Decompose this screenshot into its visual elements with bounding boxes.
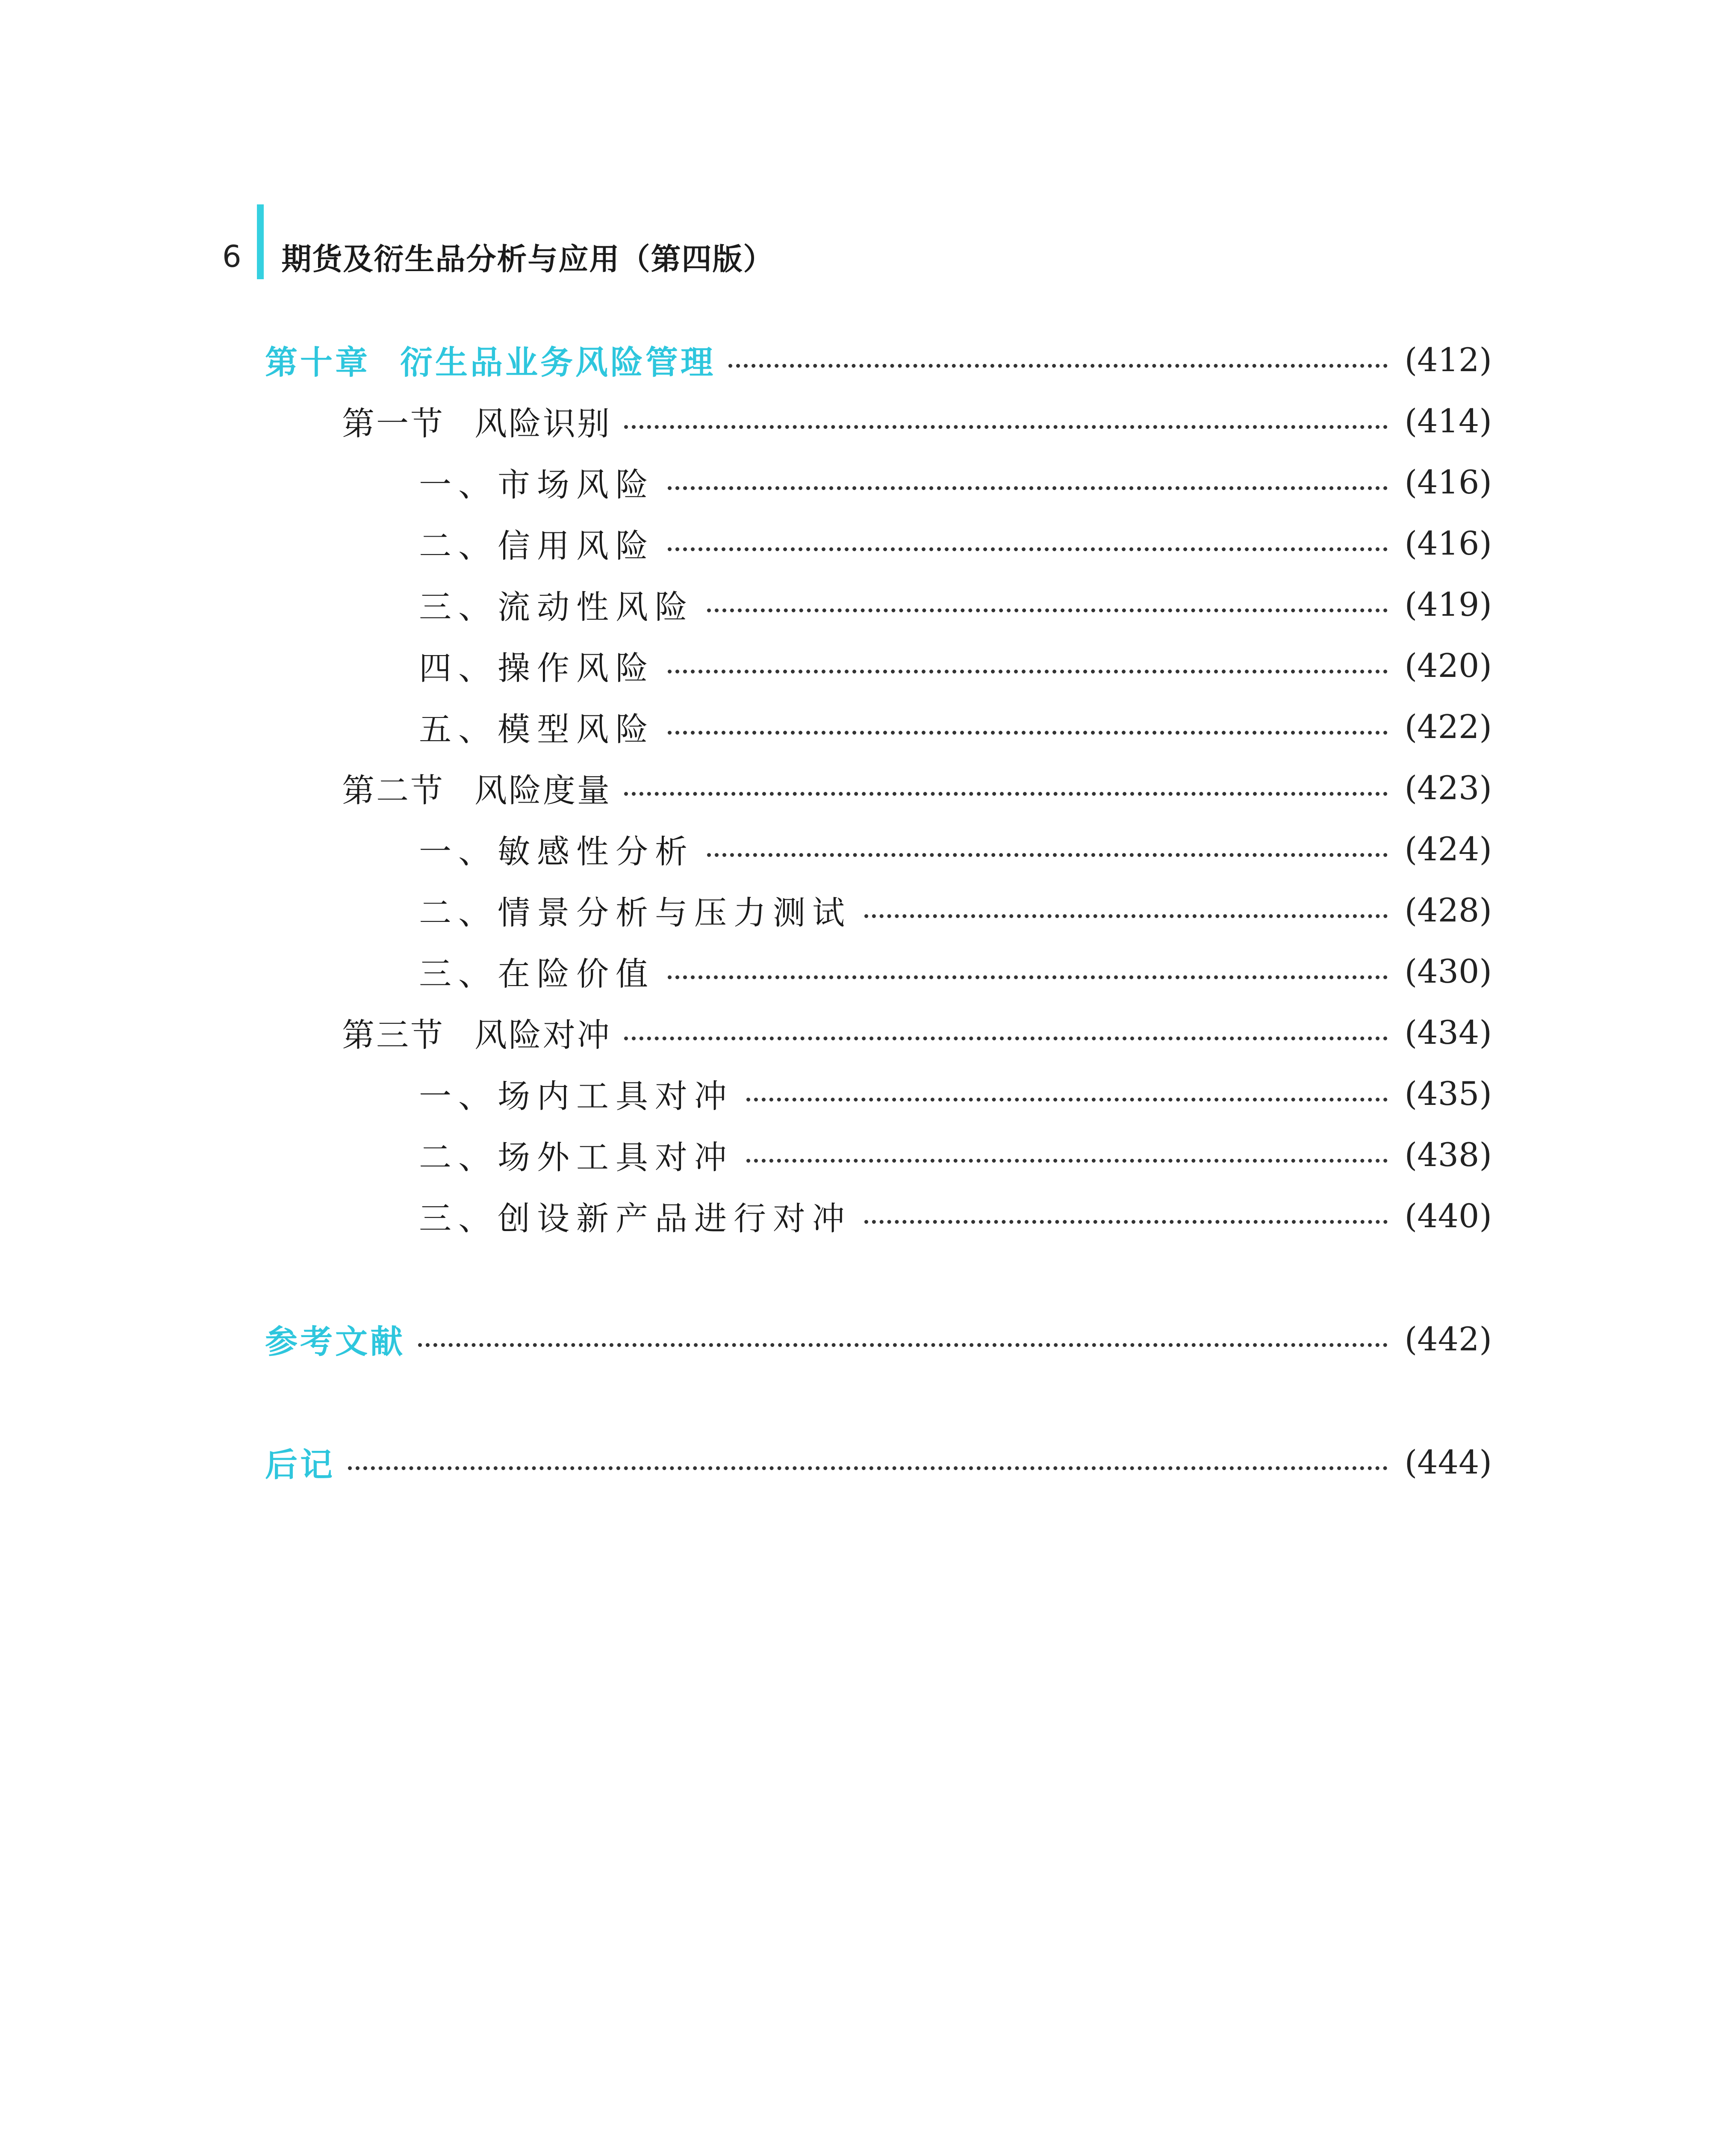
dot-leader bbox=[418, 1343, 1388, 1347]
toc-entry-label: 一、敏感性分析 bbox=[419, 833, 694, 871]
toc-item[interactable] bbox=[265, 941, 1492, 1002]
toc-page-number: (414) bbox=[1404, 402, 1492, 440]
running-header bbox=[222, 201, 774, 282]
dot-leader bbox=[746, 1098, 1388, 1101]
toc-section-1[interactable] bbox=[265, 390, 1492, 452]
toc-entry-label: 三、流动性风险 bbox=[419, 588, 694, 626]
dot-leader bbox=[668, 731, 1388, 735]
header-accent-bar bbox=[257, 204, 264, 279]
section-title: 风险识别 bbox=[475, 405, 611, 443]
toc-chapter-10[interactable] bbox=[265, 329, 1492, 390]
toc-section-2[interactable] bbox=[265, 757, 1492, 818]
section-title: 风险对冲 bbox=[475, 1016, 611, 1054]
spacer bbox=[265, 1370, 1492, 1432]
dot-leader bbox=[864, 1220, 1388, 1224]
toc-page-number: (423) bbox=[1404, 769, 1492, 807]
toc-entry-label: 五、模型风险 bbox=[419, 710, 655, 748]
dot-leader bbox=[624, 425, 1388, 429]
dot-leader bbox=[668, 975, 1388, 979]
dot-leader bbox=[668, 547, 1388, 551]
toc-item[interactable] bbox=[265, 513, 1492, 574]
chapter-number: 第十章 bbox=[265, 343, 370, 381]
toc-page-number: (412) bbox=[1404, 341, 1492, 379]
toc-item[interactable] bbox=[265, 818, 1492, 880]
toc-page-number: (434) bbox=[1404, 1013, 1492, 1051]
toc-page-number: (416) bbox=[1404, 463, 1492, 501]
dot-leader bbox=[624, 792, 1388, 796]
toc-page-number: (428) bbox=[1404, 891, 1492, 929]
toc-section-3[interactable] bbox=[265, 1002, 1492, 1063]
toc-afterword[interactable] bbox=[265, 1432, 1492, 1493]
spacer bbox=[265, 1246, 1492, 1308]
toc-entry-label: 一、市场风险 bbox=[419, 466, 655, 504]
dot-leader bbox=[668, 670, 1388, 673]
toc-page-number: (435) bbox=[1404, 1075, 1492, 1113]
page-number: 6 bbox=[222, 239, 242, 274]
toc-references[interactable] bbox=[265, 1308, 1492, 1370]
toc-entry-label: 四、操作风险 bbox=[419, 649, 655, 687]
book-title: 期货及衍生品分析与应用（第四版） bbox=[281, 241, 774, 277]
toc-item[interactable] bbox=[265, 635, 1492, 696]
dot-leader bbox=[728, 364, 1388, 368]
toc-page-number: (442) bbox=[1404, 1320, 1492, 1358]
table-of-contents bbox=[265, 329, 1492, 1493]
toc-page-number: (430) bbox=[1404, 952, 1492, 990]
toc-page-number: (422) bbox=[1404, 708, 1492, 746]
toc-item[interactable] bbox=[265, 1124, 1492, 1185]
section-number: 第二节 bbox=[342, 771, 445, 809]
toc-page-number: (424) bbox=[1404, 830, 1492, 868]
toc-page-number: (444) bbox=[1404, 1443, 1492, 1481]
toc-item[interactable] bbox=[265, 1185, 1492, 1246]
toc-entry-label: 参考文献 bbox=[265, 1323, 405, 1361]
toc-entry-label: 二、信用风险 bbox=[419, 527, 655, 565]
dot-leader bbox=[707, 608, 1388, 612]
dot-leader bbox=[707, 853, 1388, 857]
dot-leader bbox=[348, 1466, 1388, 1470]
toc-page-number: (416) bbox=[1404, 524, 1492, 562]
toc-entry-label: 二、情景分析与压力测试 bbox=[419, 894, 852, 932]
toc-page-number: (440) bbox=[1404, 1197, 1492, 1235]
dot-leader bbox=[624, 1037, 1388, 1040]
section-number: 第一节 bbox=[342, 405, 445, 443]
toc-page-number: (420) bbox=[1404, 647, 1492, 685]
toc-page-number: (419) bbox=[1404, 585, 1492, 623]
toc-page-number: (438) bbox=[1404, 1136, 1492, 1174]
toc-item[interactable] bbox=[265, 696, 1492, 757]
chapter-title: 衍生品业务风险管理 bbox=[400, 343, 716, 381]
dot-leader bbox=[864, 914, 1388, 918]
toc-entry-label bbox=[342, 398, 624, 444]
dot-leader bbox=[746, 1159, 1388, 1163]
toc-entry-label: 二、场外工具对冲 bbox=[419, 1138, 734, 1176]
toc-entry-label bbox=[342, 1009, 624, 1056]
toc-item[interactable] bbox=[265, 574, 1492, 635]
toc-entry-label bbox=[265, 337, 728, 383]
toc-item[interactable] bbox=[265, 880, 1492, 941]
dot-leader bbox=[668, 486, 1388, 490]
section-title: 风险度量 bbox=[475, 771, 611, 809]
toc-item[interactable] bbox=[265, 1063, 1492, 1124]
section-number: 第三节 bbox=[342, 1016, 445, 1054]
toc-entry-label: 三、创设新产品进行对冲 bbox=[419, 1199, 852, 1237]
toc-entry-label: 一、场内工具对冲 bbox=[419, 1077, 734, 1115]
toc-item[interactable] bbox=[265, 452, 1492, 513]
toc-entry-label: 三、在险价值 bbox=[419, 955, 655, 993]
toc-entry-label bbox=[342, 765, 624, 811]
toc-entry-label: 后记 bbox=[265, 1446, 335, 1484]
